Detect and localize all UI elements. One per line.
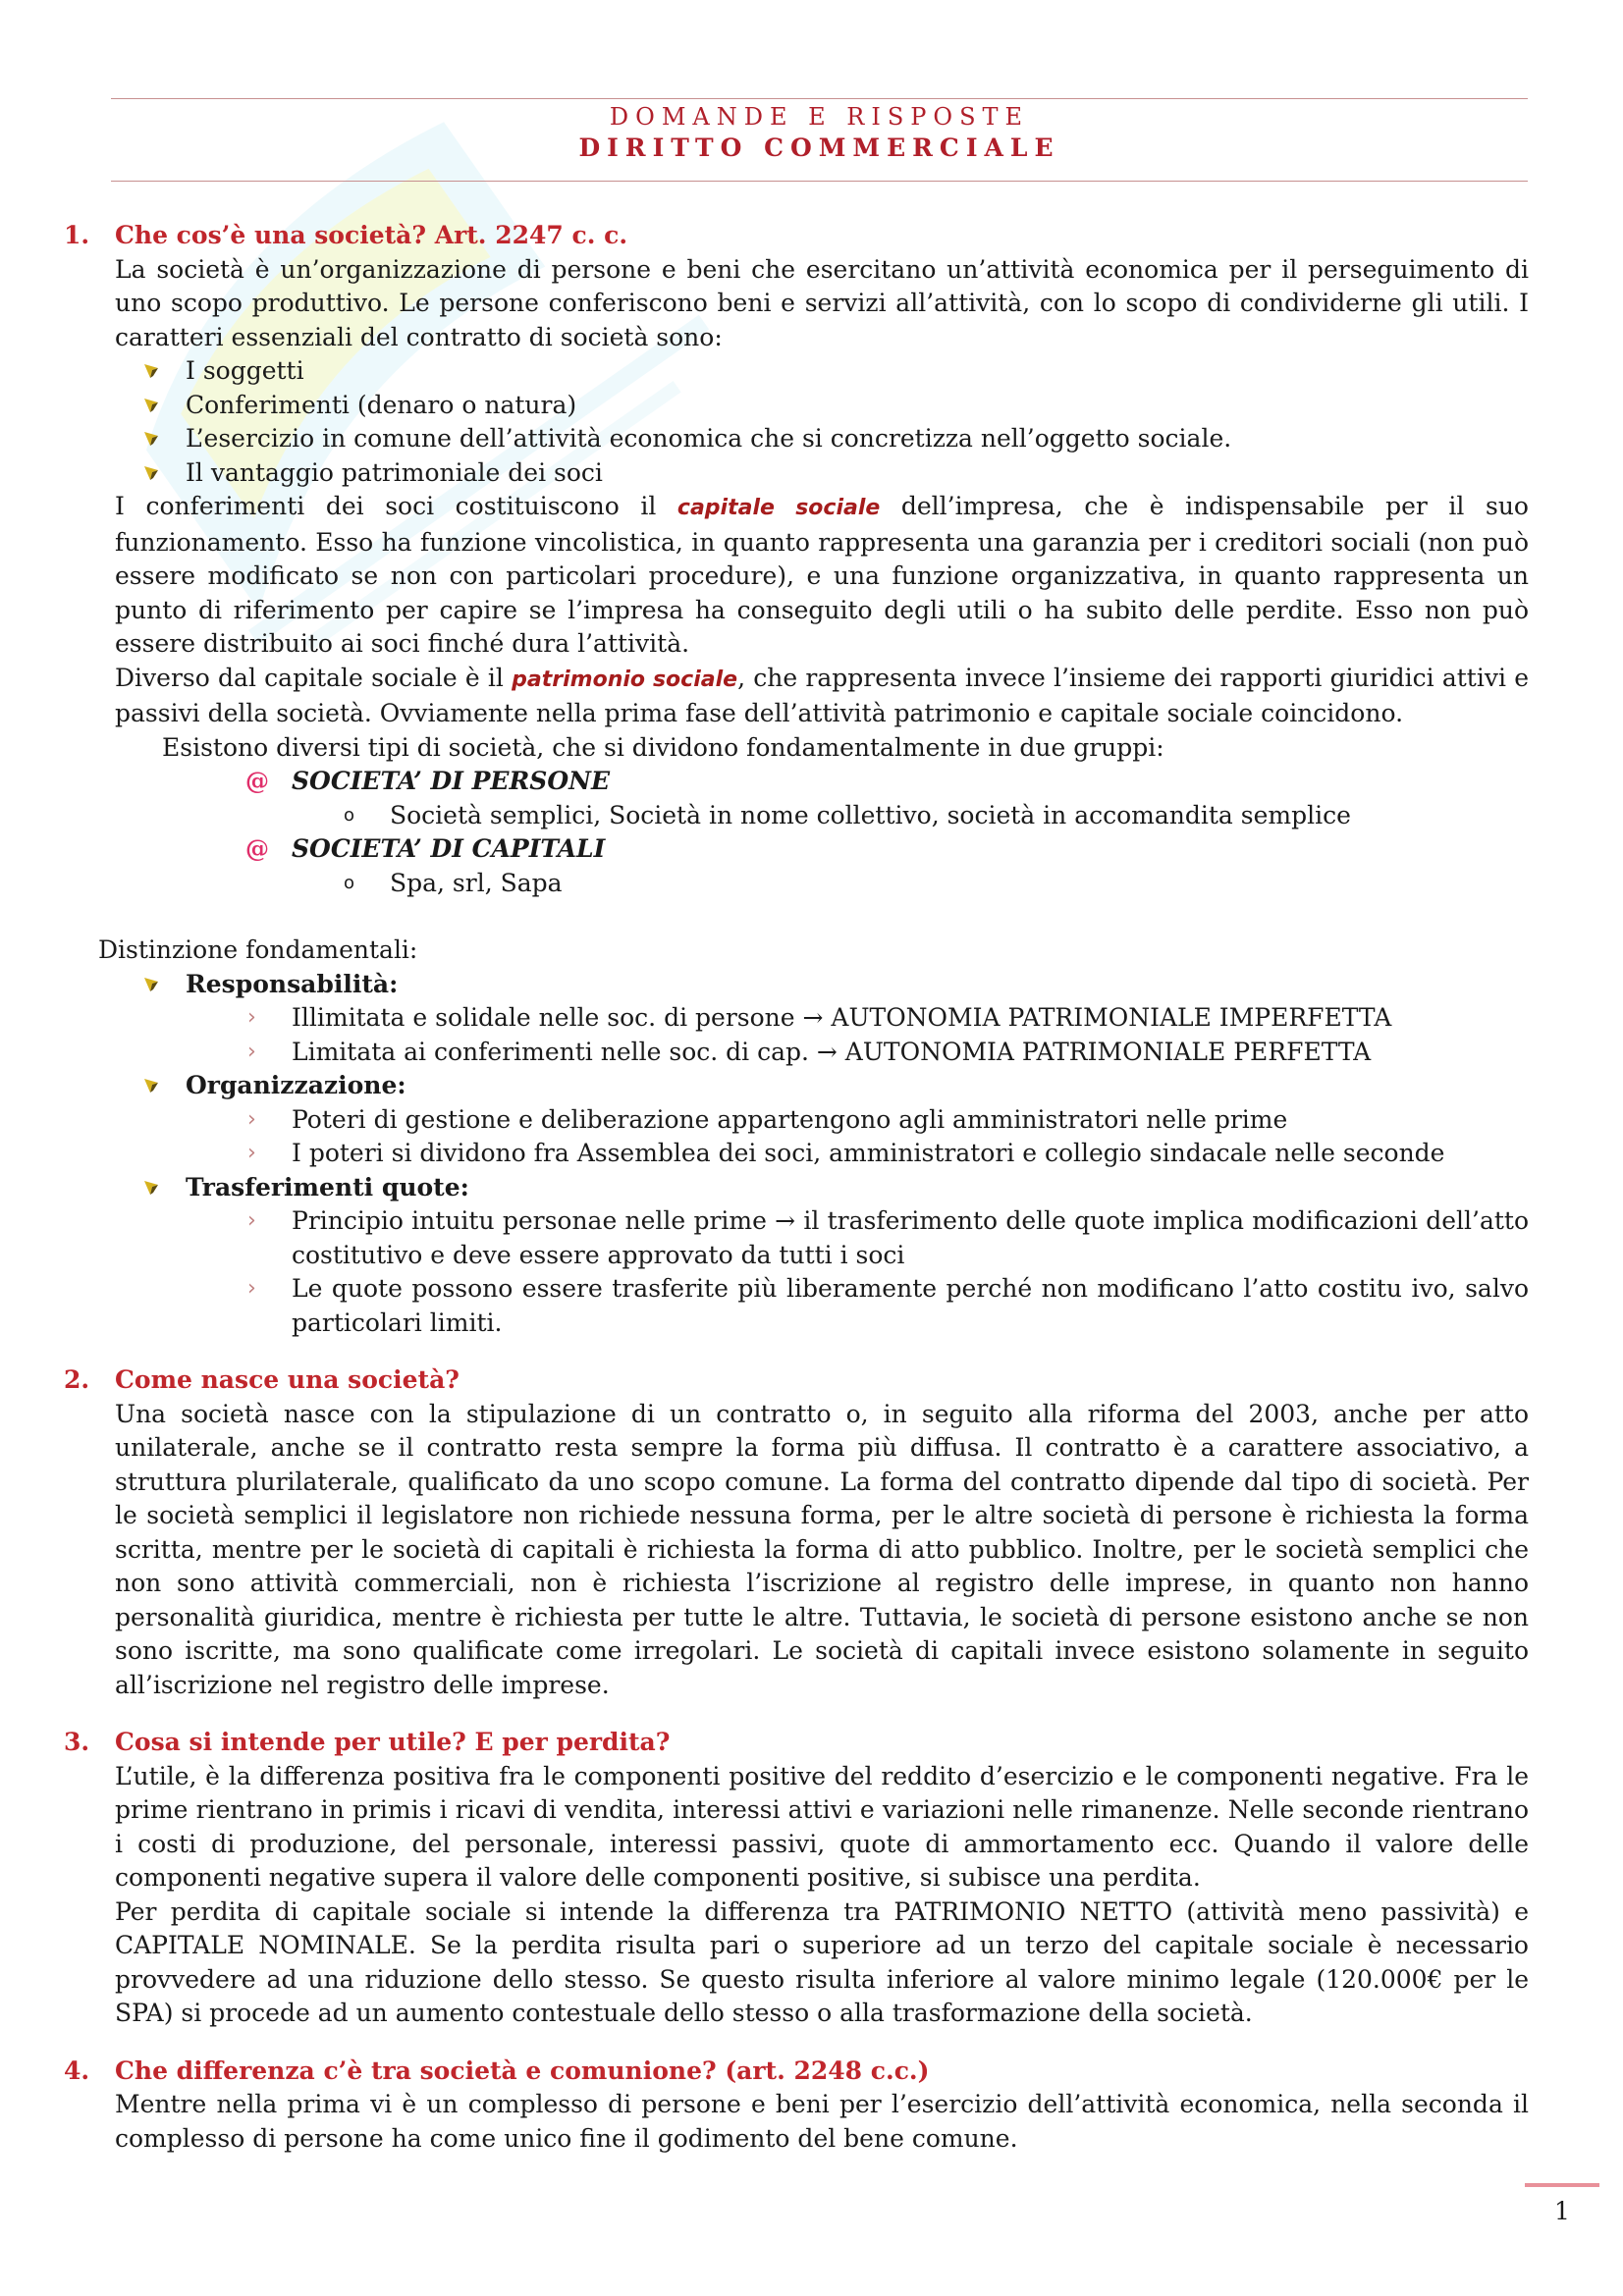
list-item-text: Responsabilità: — [186, 969, 399, 998]
sub-item — [115, 1272, 1529, 1340]
list-item — [115, 1069, 1529, 1103]
chevron-right-icon: › — [247, 1106, 256, 1132]
header-bottom-rule — [111, 181, 1528, 182]
question-text: Come nasce una società? — [115, 1365, 460, 1394]
sub-item-text: Spa, srl, Sapa — [390, 868, 563, 897]
chevron-right-icon: › — [247, 1276, 256, 1301]
paragraph: Mentre nella prima vi è un complesso di persone e beni per l’esercizio dell’attività economica, nella seconda il complesso di persone ha come unico fine il godimento del bene comune. — [115, 2090, 1529, 2153]
page-number: 1 — [1554, 2197, 1570, 2225]
distinction-heading: Distinzione fondamentali: — [98, 935, 418, 964]
arrow-bullet-icon — [141, 354, 161, 388]
list-item-text: Organizzazione: — [186, 1071, 406, 1099]
group-label: SOCIETA’ DI CAPITALI — [292, 834, 606, 863]
swirl-bullet-icon: @ — [245, 767, 269, 795]
arrow-bullet-icon — [141, 456, 161, 490]
group-label: SOCIETA’ DI PERSONE — [292, 767, 610, 795]
sub-item — [115, 1204, 1529, 1272]
keyword-patrimonio-sociale: patrimonio sociale — [512, 667, 738, 692]
arrow-bullet-icon — [141, 968, 161, 1001]
paragraph: Esistono diversi tipi di società, che si dividono fondamentalmente in due gruppi: — [162, 732, 1164, 762]
question-text: Che differenza c’è tra società e comunione? (art. 2248 c.c.) — [115, 2056, 930, 2085]
question-number: 1. — [64, 221, 90, 249]
question-text: Che cos’è una società? Art. 2247 c. c. — [115, 221, 628, 249]
list-item — [115, 1171, 1529, 1205]
circle-bullet-icon: o — [344, 872, 355, 893]
header-top-rule — [111, 98, 1528, 99]
header-title: DIRITTO COMMERCIALE — [578, 133, 1060, 162]
list-item — [115, 422, 1529, 456]
chevron-right-icon: › — [247, 1005, 256, 1030]
spacer — [115, 1340, 1529, 1363]
chevron-right-icon: › — [247, 1141, 256, 1165]
arrow-bullet-icon — [141, 389, 161, 422]
sub-item-text: Illimitata e solidale nelle soc. di persone → AUTONOMIA PATRIMONIALE IMPERFETTA — [292, 1003, 1392, 1032]
arrow-bullet-icon — [141, 1069, 161, 1102]
keyword-capitale-sociale: capitale sociale — [676, 496, 881, 520]
list-item-text: Conferimenti (denaro o natura) — [186, 390, 577, 419]
text-run: I conferimenti dei soci costituiscono il — [115, 492, 677, 520]
spacer — [115, 2031, 1529, 2055]
sub-item-text: I poteri si dividono fra Assemblea dei soci, amministratori e collegio sindacale nelle seconde — [292, 1139, 1445, 1167]
question-1-title — [64, 219, 1529, 253]
sub-item-text: Le quote possono essere trasferite più liberamente perché non modificano l’atto costitu ivo, salvo particolari limiti. — [292, 1274, 1529, 1337]
text-run: Diverso dal capitale sociale è il — [115, 663, 513, 692]
sub-item — [115, 1001, 1529, 1036]
question-number: 4. — [64, 2056, 90, 2085]
list-item — [115, 354, 1529, 389]
text-run: dell’impresa, che è indispensabile per il suo funzionamento. Esso ha funzione vincolistica, in quanto rappresenta una garanzia per i creditori sociali (non può essere modificato se non con particolari procedure), e una funzione organizzativa, in quanto rappresenta un punto di riferimento per capire se l’impresa ha conseguito degli utili o ha subito delle perdite. Esso non può essere distribuito ai soci finché dura l’attività. — [115, 492, 1529, 658]
paragraph — [115, 662, 1529, 731]
arrow-bullet-icon — [141, 1171, 161, 1204]
sub-item-text: Limitata ai conferimenti nelle soc. di cap. → AUTONOMIA PATRIMONIALE PERFETTA — [292, 1037, 1372, 1066]
sub-item — [115, 1137, 1529, 1171]
list-item — [115, 968, 1529, 1002]
sub-item — [115, 867, 1529, 901]
question-number: 2. — [64, 1365, 90, 1394]
question-3-title — [64, 1726, 1529, 1760]
question-number: 3. — [64, 1728, 90, 1756]
arrow-bullet-icon — [141, 422, 161, 455]
paragraph: Per perdita di capitale sociale si intende la differenza tra PATRIMONIO NETTO (attività meno passività) e CAPITALE NOMINALE. Se la perdita risulta pari o superiore ad un terzo del capitale sociale è necessario provvedere ad una riduzione dello stesso. Se questo risulta inferiore al valore minimo legale (120.000€ per le SPA) si procede ad un aumento contestuale dello stesso o alla trasformazione della società. — [115, 1896, 1529, 2027]
paragraph — [115, 490, 1529, 662]
paragraph: L’utile, è la differenza positiva fra le componenti positive del reddito d’esercizio e le componenti negative. Fra le prime rientrano in primis i ricavi di vendita, interessi attivi e variazioni nelle rimanenze. Nelle seconde rientrano i costi di produzione, del personale, interessi passivi, quote di ammortamento ecc. Quando il valore delle componenti negative supera il valore delle componenti positive, si subisce una perdita. — [115, 1761, 1529, 1892]
question-text: Cosa si intende per utile? E per perdita? — [115, 1728, 671, 1756]
spacer — [115, 1702, 1529, 1726]
sub-item-text: Poteri di gestione e deliberazione appartengono agli amministratori nelle prime — [292, 1104, 1288, 1134]
list-item — [115, 389, 1529, 423]
list-item-text: I soggetti — [186, 356, 304, 385]
list-item-text: Il vantaggio patrimoniale dei soci — [186, 457, 603, 487]
list-item-text: Trasferimenti quote: — [186, 1172, 469, 1201]
page-header — [111, 101, 1528, 164]
header-subtitle: DOMANDE E RISPOSTE — [609, 103, 1030, 131]
group-item — [115, 765, 1529, 799]
spacer — [115, 900, 1529, 934]
swirl-bullet-icon: @ — [245, 834, 269, 863]
list-item — [115, 456, 1529, 491]
list-item-text: L’esercizio in comune dell’attività economica che si concretizza nell’oggetto sociale. — [186, 424, 1232, 453]
sub-item-text: Società semplici, Società in nome collettivo, società in accomandita semplice — [390, 800, 1351, 829]
sub-item — [115, 1103, 1529, 1138]
chevron-right-icon: › — [247, 1208, 256, 1233]
sub-item-text: Principio intuitu personae nelle prime → il trasferimento delle quote implica modificazioni dell’atto costitutivo e deve essere approvato da tutti i soci — [292, 1206, 1529, 1269]
footer-rule — [1525, 2183, 1599, 2187]
group-item — [115, 832, 1529, 867]
sub-item — [115, 1036, 1529, 1070]
document-body — [64, 219, 1529, 2156]
question-2-title — [64, 1363, 1529, 1398]
paragraph: Una società nasce con la stipulazione di un contratto o, in seguito alla riforma del 2003, anche per atto unilaterale, anche se il contratto resta sempre la forma più diffusa. Il contratto è a carattere associativo, a struttura plurilaterale, qualificato da uno scopo comune. La forma del contratto dipende dal tipo di società. Per le società semplici il legislatore non richiede nessuna forma, per le altre società di persone è richiesta la forma scritta, mentre per le società di capitali è richiesta la forma di atto pubblico. Inoltre, per le società semplici che non sono attività commerciali, non è richiesta l’iscrizione al registro delle imprese, in quanto non hanno personalità giuridica, mentre è richiesta per tutte le altre. Tuttavia, le società di persone esistono anche se non sono iscritte, ma sono qualificate come irregolari. Le società di capitali invece esistono solamente in seguito all’iscrizione nel registro delle imprese. — [115, 1399, 1529, 1699]
circle-bullet-icon: o — [344, 804, 355, 826]
sub-item — [115, 799, 1529, 833]
chevron-right-icon: › — [247, 1039, 256, 1064]
question-4-title — [64, 2055, 1529, 2089]
paragraph: La società è un’organizzazione di persone e beni che esercitano un’attività economica per il perseguimento di uno scopo produttivo. Le persone conferiscono beni e servizi all’attività, con lo scopo di condividerne gli utili. I caratteri essenziali del contratto di società sono: — [115, 254, 1529, 351]
text-run: , che rappresenta invece l’insieme dei rapporti giuridici attivi e passivi della società. Ovviamente nella prima fase dell’attività patrimonio e capitale sociale coincidono. — [115, 663, 1529, 727]
